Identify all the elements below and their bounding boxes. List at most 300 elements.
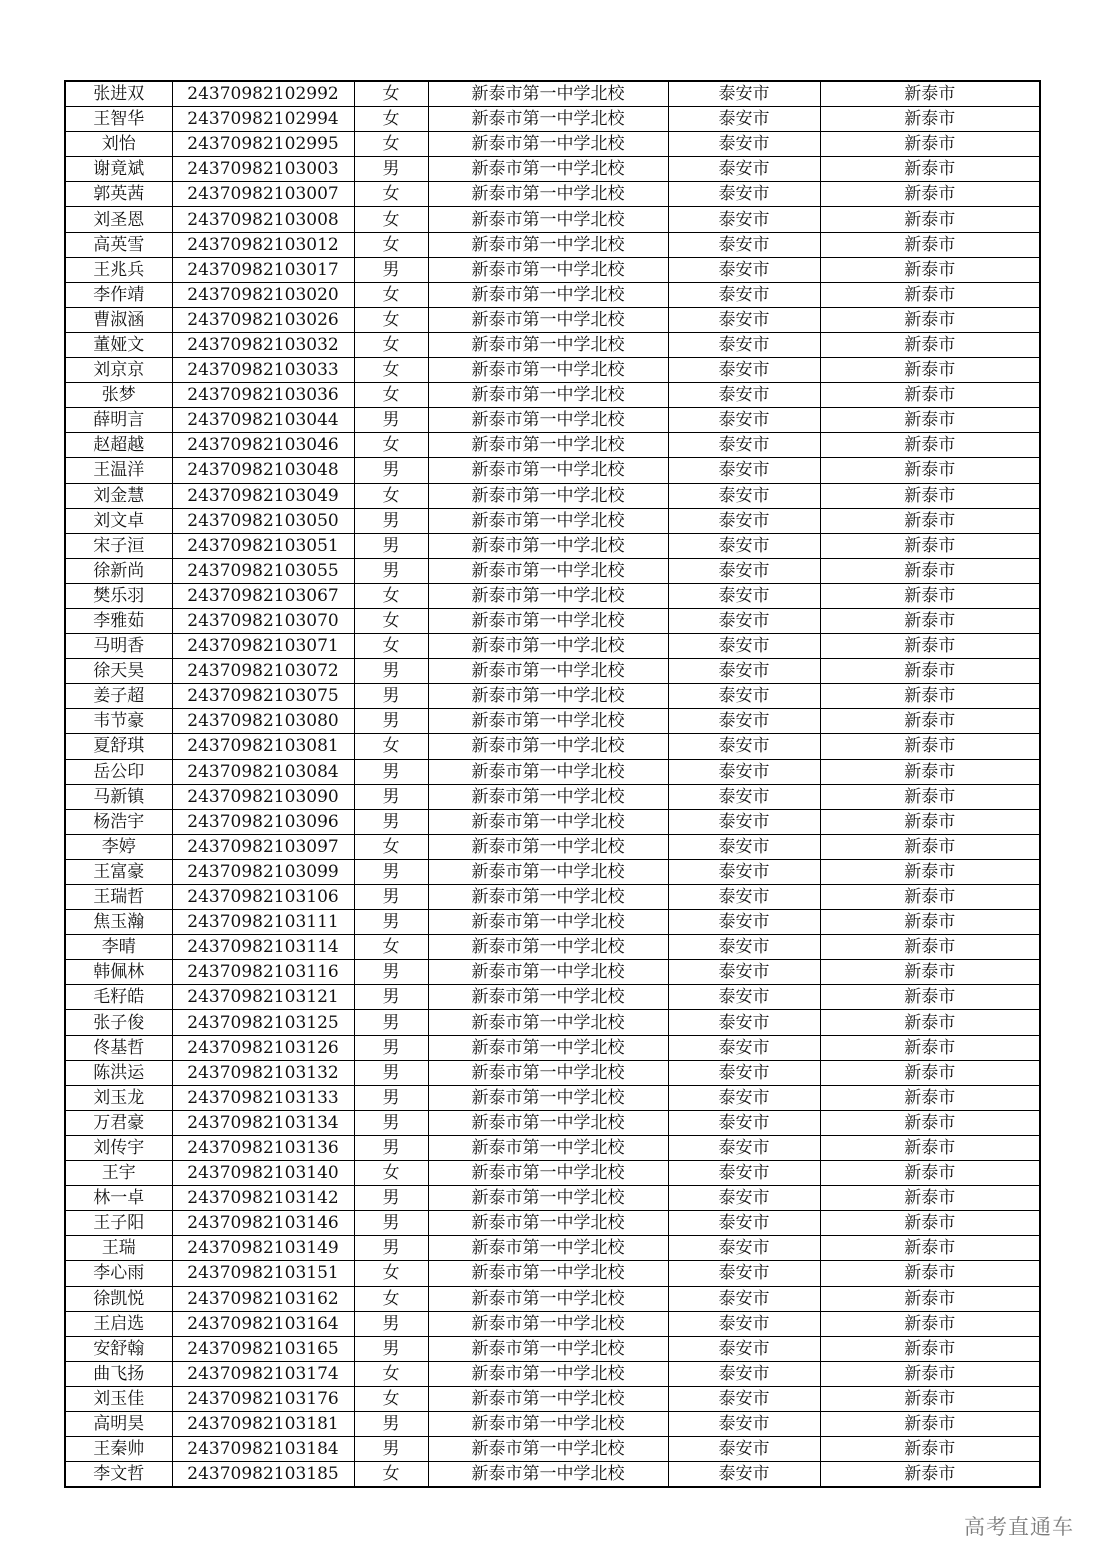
table-row <box>65 282 1040 307</box>
exam-id-cell: 24370982103026 <box>172 307 354 332</box>
gender-cell: 男 <box>354 1110 428 1135</box>
exam-id-cell: 24370982103176 <box>172 1386 354 1411</box>
school-cell: 新泰市第一中学北校 <box>428 257 668 282</box>
school-cell: 新泰市第一中学北校 <box>428 1286 668 1311</box>
county-cell: 新泰市 <box>820 1161 1040 1186</box>
gender-cell: 女 <box>354 282 428 307</box>
table-row <box>65 458 1040 483</box>
school-cell: 新泰市第一中学北校 <box>428 759 668 784</box>
city-cell: 泰安市 <box>668 1211 820 1236</box>
school-cell: 新泰市第一中学北校 <box>428 1010 668 1035</box>
county-cell: 新泰市 <box>820 834 1040 859</box>
gender-cell: 男 <box>354 960 428 985</box>
county-cell: 新泰市 <box>820 533 1040 558</box>
name-cell: 马明香 <box>65 634 172 659</box>
table-row <box>65 182 1040 207</box>
exam-id-cell: 24370982103174 <box>172 1361 354 1386</box>
table-row <box>65 232 1040 257</box>
city-cell: 泰安市 <box>668 935 820 960</box>
county-cell: 新泰市 <box>820 1085 1040 1110</box>
exam-id-cell: 24370982103050 <box>172 508 354 533</box>
exam-id-cell: 24370982103136 <box>172 1135 354 1160</box>
city-cell: 泰安市 <box>668 1186 820 1211</box>
name-cell: 万君豪 <box>65 1110 172 1135</box>
county-cell: 新泰市 <box>820 1411 1040 1436</box>
gender-cell: 女 <box>354 634 428 659</box>
exam-id-cell: 24370982103133 <box>172 1085 354 1110</box>
school-cell: 新泰市第一中学北校 <box>428 558 668 583</box>
exam-id-cell: 24370982103036 <box>172 383 354 408</box>
table-row <box>65 1110 1040 1135</box>
school-cell: 新泰市第一中学北校 <box>428 834 668 859</box>
county-cell: 新泰市 <box>820 1035 1040 1060</box>
county-cell: 新泰市 <box>820 1186 1040 1211</box>
table-row <box>65 809 1040 834</box>
exam-id-cell: 24370982103020 <box>172 282 354 307</box>
school-cell: 新泰市第一中学北校 <box>428 910 668 935</box>
name-cell: 刘京京 <box>65 358 172 383</box>
name-cell: 毛籽皓 <box>65 985 172 1010</box>
county-cell: 新泰市 <box>820 684 1040 709</box>
name-cell: 夏舒琪 <box>65 734 172 759</box>
school-cell: 新泰市第一中学北校 <box>428 960 668 985</box>
table-row <box>65 1286 1040 1311</box>
gender-cell: 男 <box>354 257 428 282</box>
gender-cell: 男 <box>354 508 428 533</box>
city-cell: 泰安市 <box>668 483 820 508</box>
county-cell: 新泰市 <box>820 809 1040 834</box>
school-cell: 新泰市第一中学北校 <box>428 1211 668 1236</box>
exam-id-cell: 24370982103151 <box>172 1261 354 1286</box>
name-cell: 林一卓 <box>65 1186 172 1211</box>
exam-id-cell: 24370982103049 <box>172 483 354 508</box>
name-cell: 李作靖 <box>65 282 172 307</box>
school-cell: 新泰市第一中学北校 <box>428 1161 668 1186</box>
exam-id-cell: 24370982103071 <box>172 634 354 659</box>
county-cell: 新泰市 <box>820 960 1040 985</box>
school-cell: 新泰市第一中学北校 <box>428 985 668 1010</box>
gender-cell: 女 <box>354 433 428 458</box>
exam-id-cell: 24370982103084 <box>172 759 354 784</box>
name-cell: 高明昊 <box>65 1411 172 1436</box>
county-cell: 新泰市 <box>820 1437 1040 1462</box>
school-cell: 新泰市第一中学北校 <box>428 784 668 809</box>
exam-id-cell: 24370982103044 <box>172 408 354 433</box>
name-cell: 李婷 <box>65 834 172 859</box>
name-cell: 佟基哲 <box>65 1035 172 1060</box>
exam-id-cell: 24370982102992 <box>172 81 354 107</box>
exam-id-cell: 24370982103072 <box>172 659 354 684</box>
name-cell: 岳公印 <box>65 759 172 784</box>
exam-id-cell: 24370982103008 <box>172 207 354 232</box>
city-cell: 泰安市 <box>668 1010 820 1035</box>
school-cell: 新泰市第一中学北校 <box>428 734 668 759</box>
table-row <box>65 1060 1040 1085</box>
gender-cell: 女 <box>354 834 428 859</box>
name-cell: 徐天昊 <box>65 659 172 684</box>
school-cell: 新泰市第一中学北校 <box>428 608 668 633</box>
city-cell: 泰安市 <box>668 232 820 257</box>
exam-id-cell: 24370982103134 <box>172 1110 354 1135</box>
name-cell: 陈洪运 <box>65 1060 172 1085</box>
county-cell: 新泰市 <box>820 383 1040 408</box>
exam-id-cell: 24370982103116 <box>172 960 354 985</box>
table-row <box>65 910 1040 935</box>
name-cell: 张进双 <box>65 81 172 107</box>
name-cell: 王兆兵 <box>65 257 172 282</box>
city-cell: 泰安市 <box>668 1261 820 1286</box>
county-cell: 新泰市 <box>820 859 1040 884</box>
school-cell: 新泰市第一中学北校 <box>428 1110 668 1135</box>
exam-id-cell: 24370982103146 <box>172 1211 354 1236</box>
county-cell: 新泰市 <box>820 1211 1040 1236</box>
exam-id-cell: 24370982103032 <box>172 332 354 357</box>
city-cell: 泰安市 <box>668 157 820 182</box>
roster-table <box>64 80 1041 1488</box>
gender-cell: 女 <box>354 1361 428 1386</box>
table-row <box>65 583 1040 608</box>
gender-cell: 女 <box>354 608 428 633</box>
exam-id-cell: 24370982103121 <box>172 985 354 1010</box>
school-cell: 新泰市第一中学北校 <box>428 1060 668 1085</box>
city-cell: 泰安市 <box>668 834 820 859</box>
exam-id-cell: 24370982103142 <box>172 1186 354 1211</box>
name-cell: 马新镇 <box>65 784 172 809</box>
table-row <box>65 1311 1040 1336</box>
table-row <box>65 1336 1040 1361</box>
name-cell: 宋子洹 <box>65 533 172 558</box>
county-cell: 新泰市 <box>820 935 1040 960</box>
city-cell: 泰安市 <box>668 734 820 759</box>
name-cell: 刘玉佳 <box>65 1386 172 1411</box>
table-row <box>65 960 1040 985</box>
gender-cell: 男 <box>354 809 428 834</box>
school-cell: 新泰市第一中学北校 <box>428 1336 668 1361</box>
gender-cell: 女 <box>354 207 428 232</box>
city-cell: 泰安市 <box>668 1236 820 1261</box>
table-row <box>65 1361 1040 1386</box>
city-cell: 泰安市 <box>668 960 820 985</box>
county-cell: 新泰市 <box>820 1462 1040 1488</box>
city-cell: 泰安市 <box>668 659 820 684</box>
name-cell: 谢竟斌 <box>65 157 172 182</box>
school-cell: 新泰市第一中学北校 <box>428 659 668 684</box>
exam-id-cell: 24370982102994 <box>172 107 354 132</box>
county-cell: 新泰市 <box>820 885 1040 910</box>
table-row <box>65 935 1040 960</box>
city-cell: 泰安市 <box>668 207 820 232</box>
school-cell: 新泰市第一中学北校 <box>428 1261 668 1286</box>
city-cell: 泰安市 <box>668 583 820 608</box>
school-cell: 新泰市第一中学北校 <box>428 1311 668 1336</box>
county-cell: 新泰市 <box>820 985 1040 1010</box>
table-row <box>65 859 1040 884</box>
county-cell: 新泰市 <box>820 1236 1040 1261</box>
school-cell: 新泰市第一中学北校 <box>428 332 668 357</box>
city-cell: 泰安市 <box>668 182 820 207</box>
gender-cell: 男 <box>354 784 428 809</box>
exam-id-cell: 24370982103007 <box>172 182 354 207</box>
name-cell: 刘圣恩 <box>65 207 172 232</box>
county-cell: 新泰市 <box>820 307 1040 332</box>
city-cell: 泰安市 <box>668 684 820 709</box>
county-cell: 新泰市 <box>820 408 1040 433</box>
table-row <box>65 784 1040 809</box>
school-cell: 新泰市第一中学北校 <box>428 1361 668 1386</box>
gender-cell: 女 <box>354 734 428 759</box>
county-cell: 新泰市 <box>820 458 1040 483</box>
city-cell: 泰安市 <box>668 383 820 408</box>
name-cell: 刘传宇 <box>65 1135 172 1160</box>
city-cell: 泰安市 <box>668 533 820 558</box>
county-cell: 新泰市 <box>820 1361 1040 1386</box>
exam-id-cell: 24370982103106 <box>172 885 354 910</box>
gender-cell: 女 <box>354 332 428 357</box>
table-row <box>65 1211 1040 1236</box>
name-cell: 徐凯悦 <box>65 1286 172 1311</box>
gender-cell: 男 <box>354 885 428 910</box>
table-row <box>65 734 1040 759</box>
city-cell: 泰安市 <box>668 809 820 834</box>
school-cell: 新泰市第一中学北校 <box>428 483 668 508</box>
gender-cell: 男 <box>354 684 428 709</box>
table-row <box>65 834 1040 859</box>
city-cell: 泰安市 <box>668 282 820 307</box>
exam-id-cell: 24370982103185 <box>172 1462 354 1488</box>
school-cell: 新泰市第一中学北校 <box>428 383 668 408</box>
gender-cell: 男 <box>354 408 428 433</box>
exam-id-cell: 24370982103003 <box>172 157 354 182</box>
gender-cell: 女 <box>354 483 428 508</box>
name-cell: 刘怡 <box>65 132 172 157</box>
city-cell: 泰安市 <box>668 1437 820 1462</box>
gender-cell: 男 <box>354 1010 428 1035</box>
exam-id-cell: 24370982103164 <box>172 1311 354 1336</box>
city-cell: 泰安市 <box>668 508 820 533</box>
county-cell: 新泰市 <box>820 358 1040 383</box>
city-cell: 泰安市 <box>668 1035 820 1060</box>
exam-id-cell: 24370982103081 <box>172 734 354 759</box>
exam-id-cell: 24370982103125 <box>172 1010 354 1035</box>
gender-cell: 男 <box>354 1311 428 1336</box>
exam-id-cell: 24370982103111 <box>172 910 354 935</box>
exam-id-cell: 24370982103090 <box>172 784 354 809</box>
table-row <box>65 81 1040 107</box>
city-cell: 泰安市 <box>668 81 820 107</box>
city-cell: 泰安市 <box>668 910 820 935</box>
table-row <box>65 1161 1040 1186</box>
exam-id-cell: 24370982103114 <box>172 935 354 960</box>
name-cell: 韦节豪 <box>65 709 172 734</box>
watermark-text: 高考直通车 <box>964 1515 1074 1539</box>
gender-cell: 男 <box>354 1336 428 1361</box>
exam-id-cell: 24370982103033 <box>172 358 354 383</box>
exam-id-cell: 24370982103046 <box>172 433 354 458</box>
exam-id-cell: 24370982103126 <box>172 1035 354 1060</box>
school-cell: 新泰市第一中学北校 <box>428 709 668 734</box>
gender-cell: 女 <box>354 1161 428 1186</box>
name-cell: 赵超越 <box>65 433 172 458</box>
city-cell: 泰安市 <box>668 1286 820 1311</box>
county-cell: 新泰市 <box>820 608 1040 633</box>
gender-cell: 女 <box>354 935 428 960</box>
exam-id-cell: 24370982103080 <box>172 709 354 734</box>
county-cell: 新泰市 <box>820 207 1040 232</box>
county-cell: 新泰市 <box>820 508 1040 533</box>
school-cell: 新泰市第一中学北校 <box>428 1462 668 1488</box>
gender-cell: 女 <box>354 583 428 608</box>
city-cell: 泰安市 <box>668 859 820 884</box>
school-cell: 新泰市第一中学北校 <box>428 935 668 960</box>
city-cell: 泰安市 <box>668 408 820 433</box>
school-cell: 新泰市第一中学北校 <box>428 1085 668 1110</box>
city-cell: 泰安市 <box>668 257 820 282</box>
exam-id-cell: 24370982103149 <box>172 1236 354 1261</box>
gender-cell: 男 <box>354 1135 428 1160</box>
gender-cell: 男 <box>354 1437 428 1462</box>
name-cell: 李晴 <box>65 935 172 960</box>
name-cell: 李雅茹 <box>65 608 172 633</box>
county-cell: 新泰市 <box>820 332 1040 357</box>
table-row <box>65 383 1040 408</box>
table-row <box>65 1462 1040 1488</box>
city-cell: 泰安市 <box>668 1110 820 1135</box>
school-cell: 新泰市第一中学北校 <box>428 458 668 483</box>
school-cell: 新泰市第一中学北校 <box>428 1386 668 1411</box>
county-cell: 新泰市 <box>820 182 1040 207</box>
name-cell: 张子俊 <box>65 1010 172 1035</box>
county-cell: 新泰市 <box>820 1286 1040 1311</box>
name-cell: 樊乐羽 <box>65 583 172 608</box>
name-cell: 韩佩林 <box>65 960 172 985</box>
gender-cell: 女 <box>354 81 428 107</box>
table-row <box>65 307 1040 332</box>
name-cell: 焦玉瀚 <box>65 910 172 935</box>
county-cell: 新泰市 <box>820 558 1040 583</box>
city-cell: 泰安市 <box>668 107 820 132</box>
name-cell: 王启选 <box>65 1311 172 1336</box>
city-cell: 泰安市 <box>668 1085 820 1110</box>
name-cell: 王秦帅 <box>65 1437 172 1462</box>
exam-id-cell: 24370982103165 <box>172 1336 354 1361</box>
county-cell: 新泰市 <box>820 659 1040 684</box>
city-cell: 泰安市 <box>668 1311 820 1336</box>
city-cell: 泰安市 <box>668 1386 820 1411</box>
table-row <box>65 684 1040 709</box>
name-cell: 王子阳 <box>65 1211 172 1236</box>
city-cell: 泰安市 <box>668 358 820 383</box>
name-cell: 王瑞 <box>65 1236 172 1261</box>
table-row <box>65 709 1040 734</box>
county-cell: 新泰市 <box>820 634 1040 659</box>
city-cell: 泰安市 <box>668 1462 820 1488</box>
school-cell: 新泰市第一中学北校 <box>428 157 668 182</box>
city-cell: 泰安市 <box>668 1411 820 1436</box>
gender-cell: 女 <box>354 358 428 383</box>
school-cell: 新泰市第一中学北校 <box>428 408 668 433</box>
city-cell: 泰安市 <box>668 1361 820 1386</box>
table-row <box>65 332 1040 357</box>
gender-cell: 女 <box>354 1261 428 1286</box>
gender-cell: 女 <box>354 1462 428 1488</box>
name-cell: 曲飞扬 <box>65 1361 172 1386</box>
city-cell: 泰安市 <box>668 433 820 458</box>
county-cell: 新泰市 <box>820 1336 1040 1361</box>
name-cell: 杨浩宇 <box>65 809 172 834</box>
school-cell: 新泰市第一中学北校 <box>428 859 668 884</box>
table-row <box>65 207 1040 232</box>
gender-cell: 女 <box>354 1386 428 1411</box>
county-cell: 新泰市 <box>820 784 1040 809</box>
school-cell: 新泰市第一中学北校 <box>428 1411 668 1436</box>
exam-id-cell: 24370982103067 <box>172 583 354 608</box>
name-cell: 安舒翰 <box>65 1336 172 1361</box>
exam-id-cell: 24370982103140 <box>172 1161 354 1186</box>
table-row <box>65 1010 1040 1035</box>
school-cell: 新泰市第一中学北校 <box>428 885 668 910</box>
gender-cell: 男 <box>354 1211 428 1236</box>
roster-body <box>65 81 1040 1487</box>
county-cell: 新泰市 <box>820 910 1040 935</box>
city-cell: 泰安市 <box>668 885 820 910</box>
table-row <box>65 759 1040 784</box>
table-row <box>65 358 1040 383</box>
school-cell: 新泰市第一中学北校 <box>428 1135 668 1160</box>
city-cell: 泰安市 <box>668 1336 820 1361</box>
gender-cell: 女 <box>354 232 428 257</box>
city-cell: 泰安市 <box>668 458 820 483</box>
exam-id-cell: 24370982103012 <box>172 232 354 257</box>
school-cell: 新泰市第一中学北校 <box>428 107 668 132</box>
school-cell: 新泰市第一中学北校 <box>428 307 668 332</box>
name-cell: 王智华 <box>65 107 172 132</box>
city-cell: 泰安市 <box>668 709 820 734</box>
gender-cell: 女 <box>354 182 428 207</box>
school-cell: 新泰市第一中学北校 <box>428 809 668 834</box>
table-row <box>65 483 1040 508</box>
exam-id-cell: 24370982103097 <box>172 834 354 859</box>
exam-id-cell: 24370982103055 <box>172 558 354 583</box>
table-row <box>65 257 1040 282</box>
county-cell: 新泰市 <box>820 107 1040 132</box>
county-cell: 新泰市 <box>820 433 1040 458</box>
school-cell: 新泰市第一中学北校 <box>428 132 668 157</box>
name-cell: 李心雨 <box>65 1261 172 1286</box>
school-cell: 新泰市第一中学北校 <box>428 282 668 307</box>
gender-cell: 男 <box>354 859 428 884</box>
exam-id-cell: 24370982103181 <box>172 1411 354 1436</box>
table-row <box>65 558 1040 583</box>
gender-cell: 女 <box>354 107 428 132</box>
name-cell: 薛明言 <box>65 408 172 433</box>
table-row <box>65 132 1040 157</box>
exam-id-cell: 24370982103051 <box>172 533 354 558</box>
name-cell: 徐新尚 <box>65 558 172 583</box>
school-cell: 新泰市第一中学北校 <box>428 232 668 257</box>
gender-cell: 男 <box>354 709 428 734</box>
gender-cell: 女 <box>354 132 428 157</box>
table-row <box>65 1236 1040 1261</box>
county-cell: 新泰市 <box>820 232 1040 257</box>
exam-id-cell: 24370982103048 <box>172 458 354 483</box>
name-cell: 李文哲 <box>65 1462 172 1488</box>
exam-id-cell: 24370982103075 <box>172 684 354 709</box>
gender-cell: 女 <box>354 1286 428 1311</box>
exam-id-cell: 24370982102995 <box>172 132 354 157</box>
gender-cell: 男 <box>354 1085 428 1110</box>
table-row <box>65 408 1040 433</box>
county-cell: 新泰市 <box>820 759 1040 784</box>
